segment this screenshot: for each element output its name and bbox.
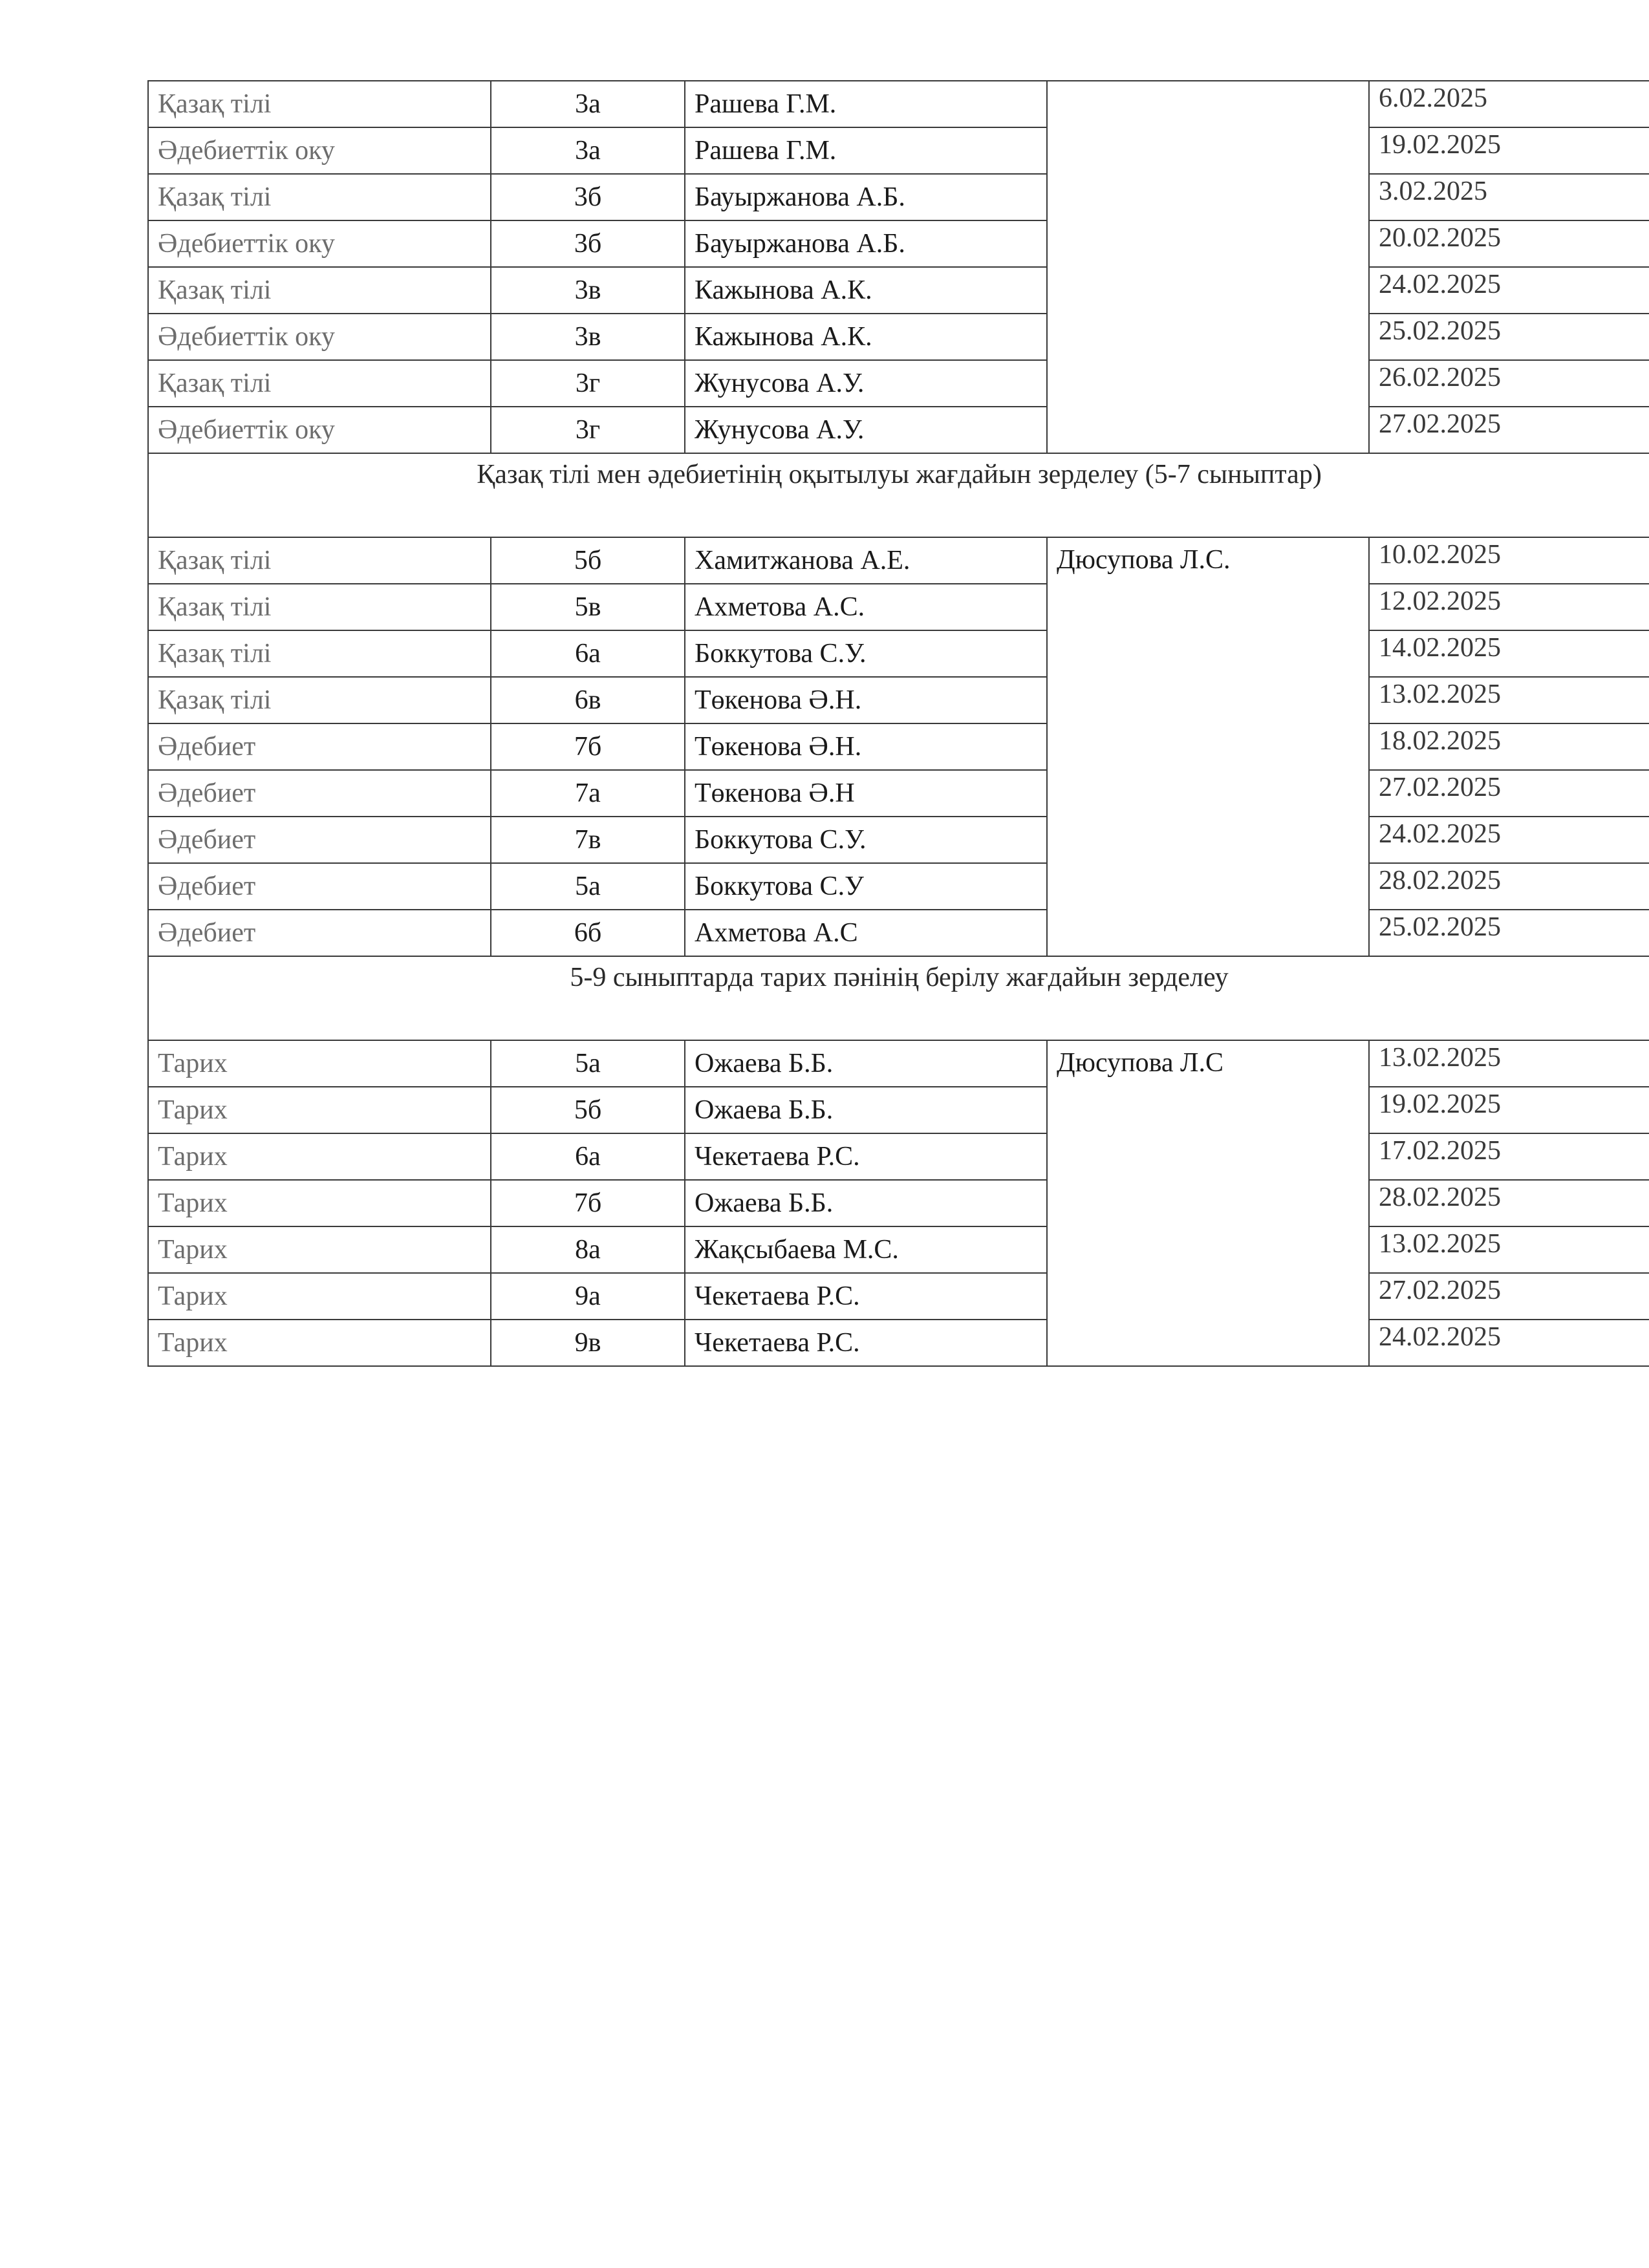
inspector-cell: Дюсупова Л.С <box>1047 1040 1369 1366</box>
table-row <box>148 267 1649 314</box>
section-heading-row <box>148 453 1649 537</box>
class-cell: 6б <box>491 910 685 956</box>
subject-cell: Тарих <box>148 1087 491 1133</box>
table-row <box>148 537 1649 584</box>
teacher-cell: Боккутова С.У. <box>685 630 1047 677</box>
table-row <box>148 1133 1649 1180</box>
date-cell: 24.02.2025 <box>1369 1320 1649 1366</box>
date-cell: 13.02.2025 <box>1369 1226 1649 1273</box>
subject-cell: Тарих <box>148 1273 491 1320</box>
teacher-cell: Бауыржанова А.Б. <box>685 220 1047 267</box>
date-cell: 28.02.2025 <box>1369 1180 1649 1226</box>
teacher-cell: Чекетаева Р.С. <box>685 1133 1047 1180</box>
teacher-cell: Рашева Г.М. <box>685 127 1047 174</box>
date-cell: 27.02.2025 <box>1369 770 1649 817</box>
date-cell: 6.02.2025 <box>1369 81 1649 127</box>
class-cell: 3г <box>491 360 685 407</box>
subject-cell: Тарих <box>148 1133 491 1180</box>
subject-cell: Әдебиеттік оку <box>148 314 491 360</box>
date-cell: 17.02.2025 <box>1369 1133 1649 1180</box>
class-cell: 9а <box>491 1273 685 1320</box>
teacher-cell: Боккутова С.У <box>685 863 1047 910</box>
table-row <box>148 1273 1649 1320</box>
table-row <box>148 1320 1649 1366</box>
class-cell: 6в <box>491 677 685 723</box>
class-cell: 5а <box>491 1040 685 1087</box>
teacher-cell: Бауыржанова А.Б. <box>685 174 1047 220</box>
teacher-cell: Жунусова А.У. <box>685 407 1047 453</box>
subject-cell: Әдебиет <box>148 863 491 910</box>
subject-cell: Тарих <box>148 1180 491 1226</box>
table-row <box>148 1040 1649 1087</box>
class-cell: 3б <box>491 220 685 267</box>
section-title: 5-9 сыныптарда тарих пәнінің берілу жағдайын зерделеу <box>148 956 1649 1040</box>
date-cell: 13.02.2025 <box>1369 677 1649 723</box>
table-row <box>148 1180 1649 1226</box>
class-cell: 3а <box>491 81 685 127</box>
date-cell: 24.02.2025 <box>1369 817 1649 863</box>
table-row <box>148 817 1649 863</box>
table-row <box>148 630 1649 677</box>
class-cell: 7б <box>491 1180 685 1226</box>
table-row <box>148 863 1649 910</box>
class-cell: 7а <box>491 770 685 817</box>
date-cell: 18.02.2025 <box>1369 723 1649 770</box>
subject-cell: Әдебиет <box>148 817 491 863</box>
subject-cell: Әдебиеттік оку <box>148 220 491 267</box>
teacher-cell: Рашева Г.М. <box>685 81 1047 127</box>
teacher-cell: Кажынова А.К. <box>685 267 1047 314</box>
teacher-cell: Ожаева Б.Б. <box>685 1040 1047 1087</box>
subject-cell: Қазақ тілі <box>148 677 491 723</box>
subject-cell: Әдебиеттік оку <box>148 407 491 453</box>
subject-cell: Әдебиет <box>148 910 491 956</box>
subject-cell: Қазақ тілі <box>148 584 491 630</box>
teacher-cell: Жунусова А.У. <box>685 360 1047 407</box>
inspector-cell <box>1047 81 1369 453</box>
teacher-cell: Ахметова А.С. <box>685 584 1047 630</box>
table-row <box>148 220 1649 267</box>
date-cell: 12.02.2025 <box>1369 584 1649 630</box>
table-row <box>148 677 1649 723</box>
class-cell: 7в <box>491 817 685 863</box>
table-row <box>148 584 1649 630</box>
class-cell: 5в <box>491 584 685 630</box>
inspector-cell: Дюсупова Л.С. <box>1047 537 1369 956</box>
date-cell: 10.02.2025 <box>1369 537 1649 584</box>
date-cell: 26.02.2025 <box>1369 360 1649 407</box>
date-cell: 19.02.2025 <box>1369 1087 1649 1133</box>
table-row <box>148 81 1649 127</box>
date-cell: 20.02.2025 <box>1369 220 1649 267</box>
table-row <box>148 174 1649 220</box>
subject-cell: Әдебиет <box>148 723 491 770</box>
subject-cell: Қазақ тілі <box>148 537 491 584</box>
teacher-cell: Ожаева Б.Б. <box>685 1087 1047 1133</box>
date-cell: 28.02.2025 <box>1369 863 1649 910</box>
table-row <box>148 314 1649 360</box>
date-cell: 27.02.2025 <box>1369 1273 1649 1320</box>
table-row <box>148 723 1649 770</box>
date-cell: 19.02.2025 <box>1369 127 1649 174</box>
class-cell: 6а <box>491 1133 685 1180</box>
subject-cell: Қазақ тілі <box>148 360 491 407</box>
inspection-schedule-table <box>147 80 1649 1367</box>
date-cell: 3.02.2025 <box>1369 174 1649 220</box>
teacher-cell: Чекетаева Р.С. <box>685 1320 1047 1366</box>
table-row <box>148 360 1649 407</box>
subject-cell: Әдебиет <box>148 770 491 817</box>
table-row <box>148 770 1649 817</box>
date-cell: 27.02.2025 <box>1369 407 1649 453</box>
subject-cell: Қазақ тілі <box>148 174 491 220</box>
teacher-cell: Жақсыбаева М.С. <box>685 1226 1047 1273</box>
subject-cell: Қазақ тілі <box>148 81 491 127</box>
teacher-cell: Чекетаева Р.С. <box>685 1273 1047 1320</box>
teacher-cell: Ожаева Б.Б. <box>685 1180 1047 1226</box>
date-cell: 24.02.2025 <box>1369 267 1649 314</box>
teacher-cell: Төкенова Ә.Н. <box>685 677 1047 723</box>
teacher-cell: Хамитжанова А.Е. <box>685 537 1047 584</box>
subject-cell: Әдебиеттік оку <box>148 127 491 174</box>
section-title: Қазақ тілі мен әдебиетінің оқытылуы жағдайын зерделеу (5-7 сыныптар) <box>148 453 1649 537</box>
teacher-cell: Төкенова Ә.Н <box>685 770 1047 817</box>
class-cell: 3в <box>491 314 685 360</box>
class-cell: 7б <box>491 723 685 770</box>
table-row <box>148 910 1649 956</box>
table-row <box>148 1087 1649 1133</box>
subject-cell: Тарих <box>148 1226 491 1273</box>
teacher-cell: Ахметова А.С <box>685 910 1047 956</box>
table-row <box>148 127 1649 174</box>
subject-cell: Тарих <box>148 1040 491 1087</box>
teacher-cell: Төкенова Ә.Н. <box>685 723 1047 770</box>
class-cell: 3в <box>491 267 685 314</box>
date-cell: 13.02.2025 <box>1369 1040 1649 1087</box>
class-cell: 3г <box>491 407 685 453</box>
class-cell: 5б <box>491 1087 685 1133</box>
subject-cell: Қазақ тілі <box>148 267 491 314</box>
section-heading-row <box>148 956 1649 1040</box>
class-cell: 5б <box>491 537 685 584</box>
teacher-cell: Боккутова С.У. <box>685 817 1047 863</box>
table-row <box>148 407 1649 453</box>
class-cell: 8а <box>491 1226 685 1273</box>
subject-cell: Қазақ тілі <box>148 630 491 677</box>
date-cell: 25.02.2025 <box>1369 314 1649 360</box>
class-cell: 3а <box>491 127 685 174</box>
class-cell: 5а <box>491 863 685 910</box>
class-cell: 9в <box>491 1320 685 1366</box>
table-row <box>148 1226 1649 1273</box>
date-cell: 14.02.2025 <box>1369 630 1649 677</box>
teacher-cell: Кажынова А.К. <box>685 314 1047 360</box>
date-cell: 25.02.2025 <box>1369 910 1649 956</box>
subject-cell: Тарих <box>148 1320 491 1366</box>
class-cell: 3б <box>491 174 685 220</box>
class-cell: 6а <box>491 630 685 677</box>
